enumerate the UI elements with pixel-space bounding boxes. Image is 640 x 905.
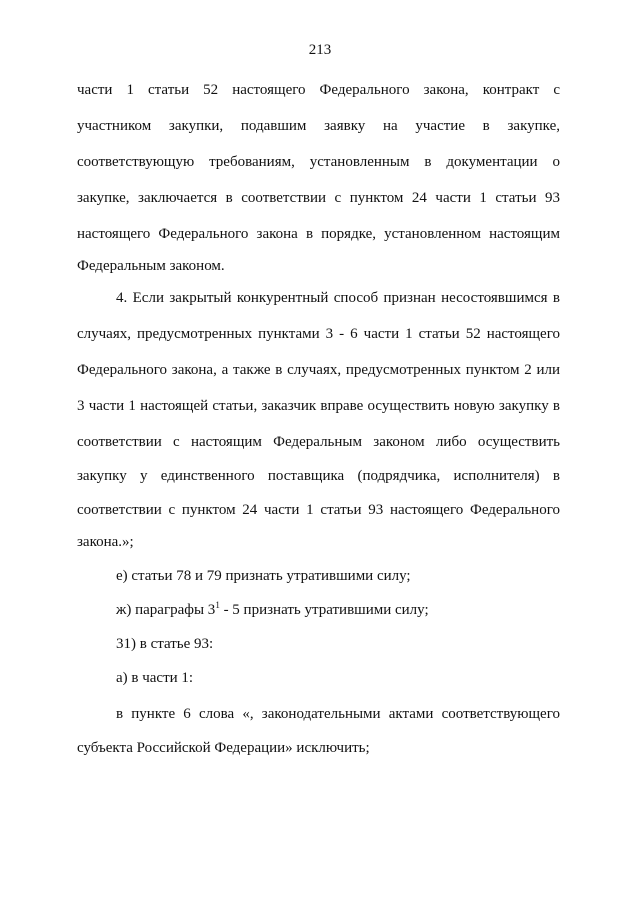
item-zh-superscript: 1 [215,600,220,610]
text-line: соответствии с пунктом 24 части 1 статьи 93 настоящего Федерального [77,502,560,518]
item-zh-suffix: - 5 признать утратившими силу; [219,602,429,618]
text-line: соответствующую требованиям, установленным в документации о [77,154,560,170]
item-a: а) в части 1: [116,670,194,686]
text-line: субъекта Российской Федерации» исключить; [77,740,370,756]
item-zh-prefix: ж) параграфы 3 [116,602,216,618]
item-e: е) статьи 78 и 79 признать утратившими силу; [116,568,411,584]
text-line: случаях, предусмотренных пунктами 3 - 6 части 1 статьи 52 настоящего [77,326,560,342]
page-number: 213 [308,42,332,58]
item-31: 31) в статье 93: [116,636,214,652]
paragraph-4-first-line: 4. Если закрытый конкурентный способ признан несостоявшимся в [116,290,560,306]
text-line: закона.»; [77,534,134,550]
text-line: закупке, заключается в соответствии с пунктом 24 части 1 статьи 93 [77,190,560,206]
text-line: 3 части 1 настоящей статьи, заказчик вправе осуществить новую закупку в [77,398,560,414]
item-zh [116,600,560,620]
text-line: Федеральным законом. [77,258,225,274]
text-line: соответствии с настоящим Федеральным законом либо осуществить [77,434,560,450]
text-line: закупку у единственного поставщика (подрядчика, исполнителя) в [77,468,560,484]
text-line: части 1 статьи 52 настоящего Федерального закона, контракт с [77,82,560,98]
text-line: в пункте 6 слова «, законодательными актами соответствующего [116,706,560,722]
text-line: участником закупки, подавшим заявку на участие в закупке, [77,118,560,134]
text-line: Федерального закона, а также в случаях, предусмотренных пунктом 2 или [77,362,560,378]
text-line: настоящего Федерального закона в порядке, установленном настоящим [77,226,560,242]
